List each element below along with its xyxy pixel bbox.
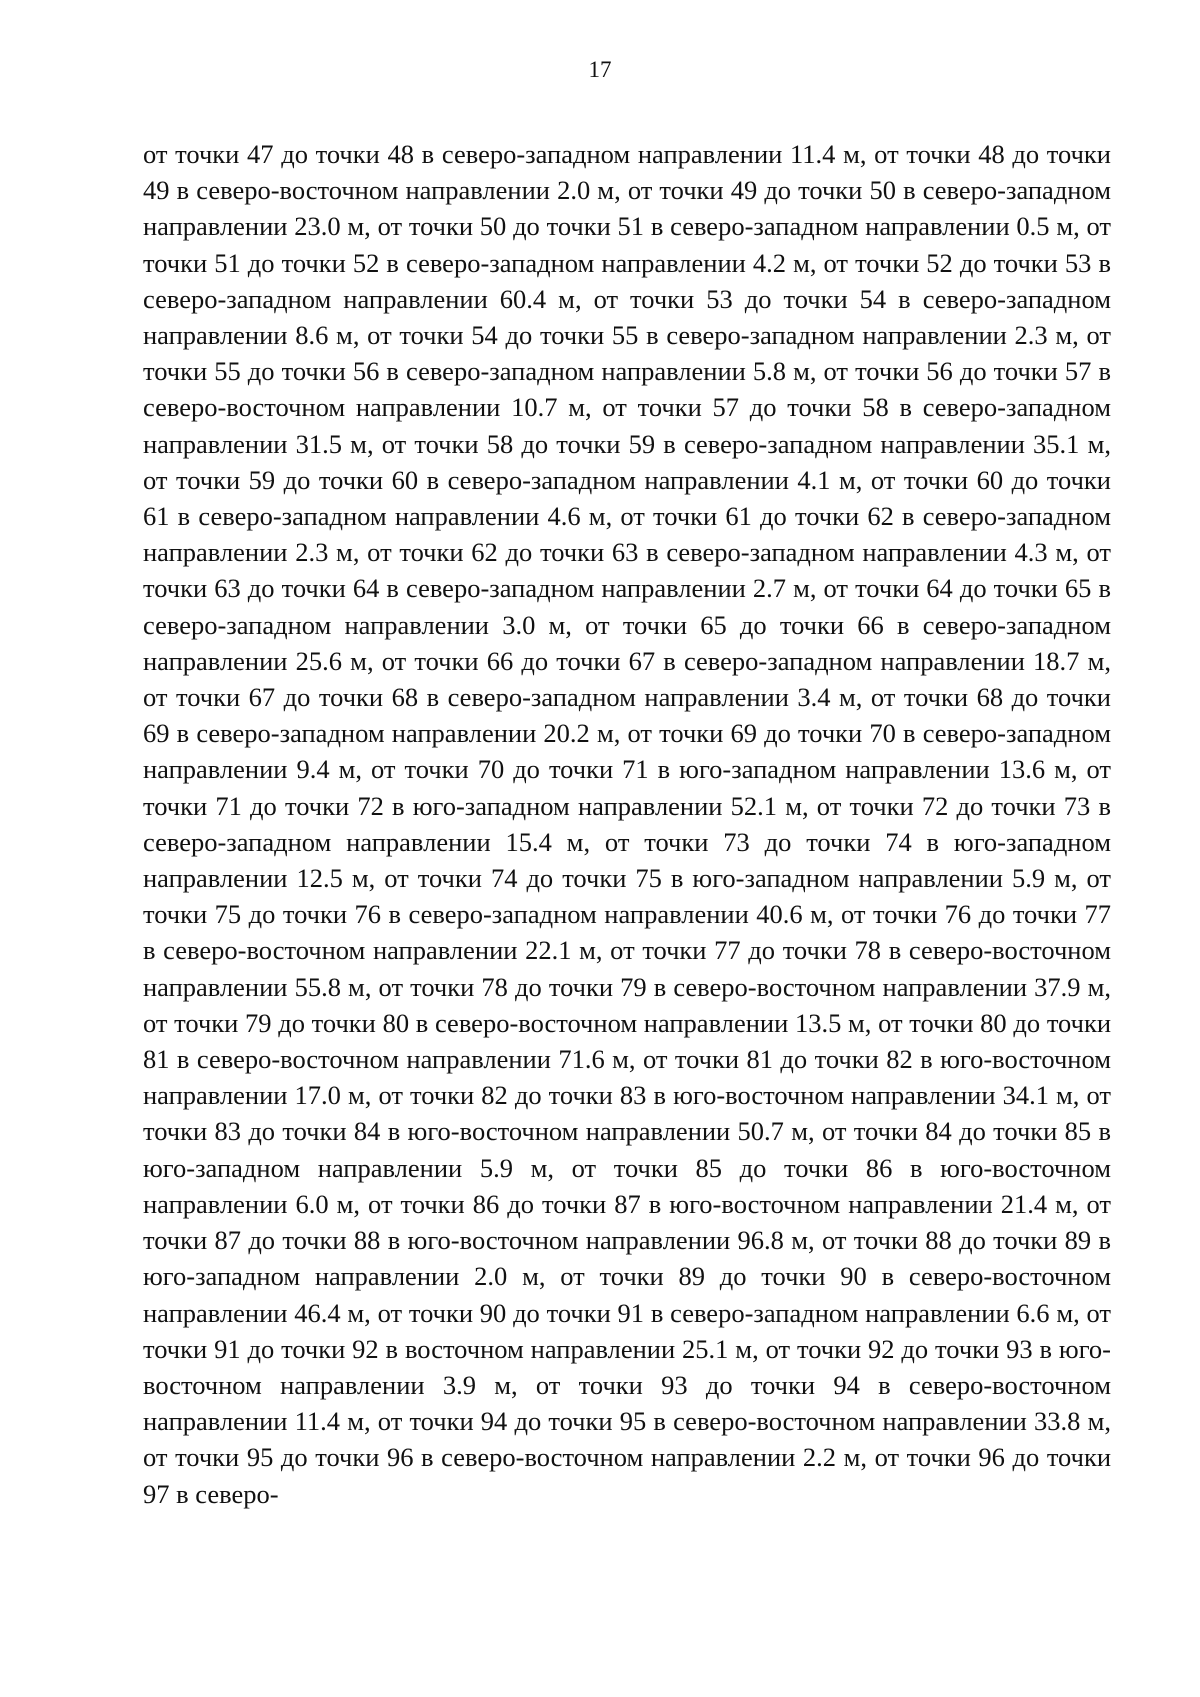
page-number: 17 bbox=[588, 57, 612, 82]
body-paragraph: от точки 47 до точки 48 в северо-западном направлении 11.4 м, от точки 48 до точки 49 в северо-восточном направлении 2.0 м, от точки 49 до точки 50 в северо-западном направлении 23.0 м, от точки 50 до точки 51 в северо-западном направлении 0.5 м, от точки 51 до точки 52 в северо-западном направлении 4.2 м, от точки 52 до точки 53 в северо-западном направлении 60.4 м, от точки 53 до точки 54 в северо-западном направлении 8.6 м, от точки 54 до точки 55 в северо-западном направлении 2.3 м, от точки 55 до точки 56 в северо-западном направлении 5.8 м, от точки 56 до точки 57 в северо-восточном направлении 10.7 м, от точки 57 до точки 58 в северо-западном направлении 31.5 м, от точки 58 до точки 59 в северо-западном направлении 35.1 м, от точки 59 до точки 60 в северо-западном направлении 4.1 м, от точки 60 до точки 61 в северо-западном направлении 4.6 м, от точки 61 до точки 62 в северо-западном направлении 2.3 м, от точки 62 до точки 63 в северо-западном направлении 4.3 м, от точки 63 до точки 64 в северо-западном направлении 2.7 м, от точки 64 до точки 65 в северо-западном направлении 3.0 м, от точки 65 до точки 66 в северо-западном направлении 25.6 м, от точки 66 до точки 67 в северо-западном направлении 18.7 м, от точки 67 до точки 68 в северо-западном направлении 3.4 м, от точки 68 до точки 69 в северо-западном направлении 20.2 м, от точки 69 до точки 70 в северо-западном направлении 9.4 м, от точки 70 до точки 71 в юго-западном направлении 13.6 м, от точки 71 до точки 72 в юго-западном направлении 52.1 м, от точки 72 до точки 73 в северо-западном направлении 15.4 м, от точки 73 до точки 74 в юго-западном направлении 12.5 м, от точки 74 до точки 75 в юго-западном направлении 5.9 м, от точки 75 до точки 76 в северо-западном направлении 40.6 м, от точки 76 до точки 77 в северо-восточном направлении 22.1 м, от точки 77 до точки 78 в северо-восточном направлении 55.8 м, от точки 78 до точки 79 в северо-восточном направлении 37.9 м, от точки 79 до точки 80 в северо-восточном направлении 13.5 м, от точки 80 до точки 81 в северо-восточном направлении 71.6 м, от точки 81 до точки 82 в юго-восточном направлении 17.0 м, от точки 82 до точки 83 в юго-восточном направлении 34.1 м, от точки 83 до точки 84 в юго-восточном направлении 50.7 м, от точки 84 до точки 85 в юго-западном направлении 5.9 м, от точки 85 до точки 86 в юго-восточном направлении 6.0 м, от точки 86 до точки 87 в юго-восточном направлении 21.4 м, от точки 87 до точки 88 в юго-восточном направлении 96.8 м, от точки 88 до точки 89 в юго-западном направлении 2.0 м, от точки 89 до точки 90 в северо-восточном направлении 46.4 м, от точки 90 до точки 91 в северо-западном направлении 6.6 м, от точки 91 до точки 92 в восточном направлении 25.1 м, от точки 92 до точки 93 в юго-восточном направлении 3.9 м, от точки 93 до точки 94 в северо-восточном направлении 11.4 м, от точки 94 до точки 95 в северо-восточном направлении 33.8 м, от точки 95 до точки 96 в северо-восточном направлении 2.2 м, от точки 96 до точки 97 в северо- bbox=[143, 139, 1111, 1509]
